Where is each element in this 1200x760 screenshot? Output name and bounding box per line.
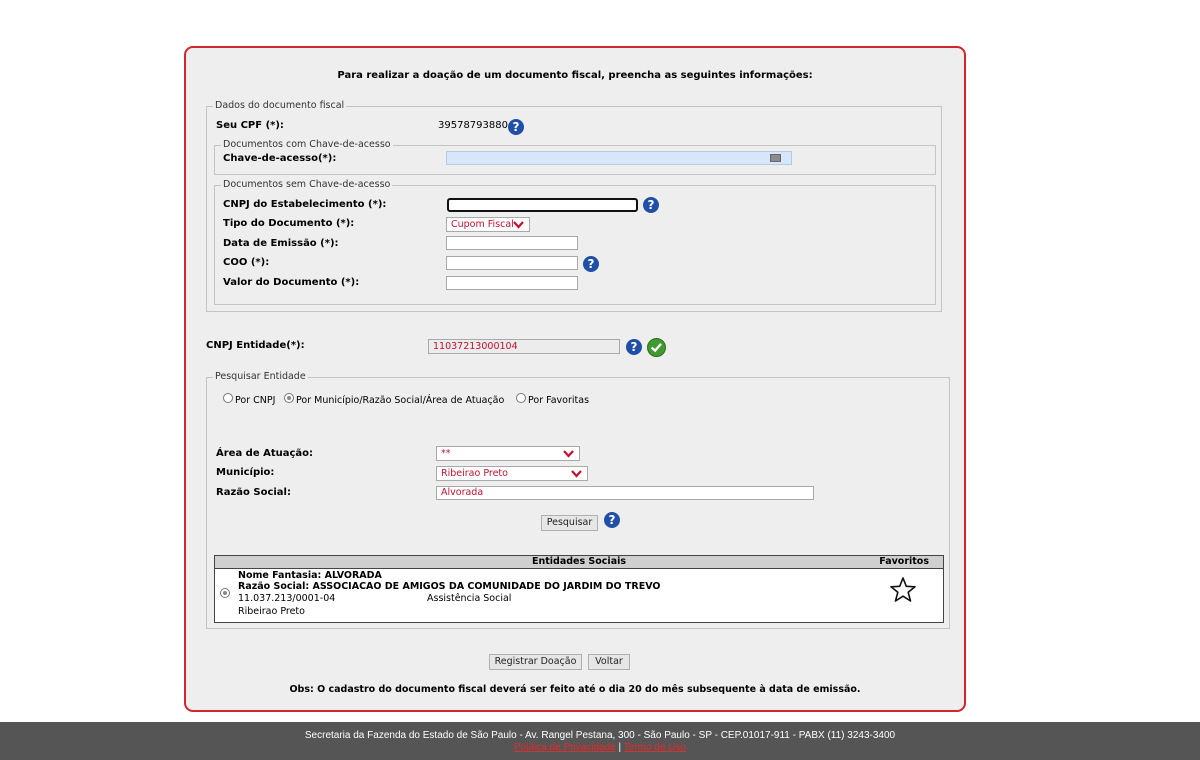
valor-documento-input[interactable]: [446, 276, 578, 290]
data-emissao-label: Data de Emissão (*):: [223, 238, 339, 249]
area-atuacao-label: Área de Atuação:: [216, 448, 314, 459]
pesquisar-entidade-legend: Pesquisar Entidade: [215, 371, 306, 382]
area-atuacao-value: **: [441, 448, 451, 459]
entity-municipio: Ribeirao Preto: [238, 606, 305, 617]
sem-chave-legend: Documentos sem Chave-de-acesso: [223, 179, 391, 190]
entity-cnpj: 11.037.213/0001-04: [238, 593, 336, 604]
municipio-select[interactable]: [436, 466, 588, 481]
municipio-value: Ribeirao Preto: [441, 468, 508, 479]
tipo-documento-select[interactable]: [446, 217, 530, 232]
cnpj-estabelecimento-label: CNPJ do Estabelecimento (*):: [223, 199, 387, 210]
privacy-policy-link[interactable]: Política de Privacidade: [514, 742, 616, 753]
footer-links: [0, 742, 1200, 753]
cnpj-estabelecimento-input[interactable]: [447, 198, 638, 212]
pesquisar-help-icon[interactable]: ?: [604, 512, 620, 528]
terms-of-use-link[interactable]: Termo de Uso: [623, 742, 686, 753]
registrar-doacao-button[interactable]: Registrar Doação: [489, 654, 582, 670]
footer-address: Secretaria da Fazenda do Estado de São Paulo - Av. Rangel Pestana, 300 - São Paulo - SP - CEP.01017-911 - PABX (11) 3243-3400: [304, 730, 896, 741]
radio-por-favoritas-label: Por Favoritas: [528, 395, 590, 406]
keyboard-icon[interactable]: [770, 154, 781, 162]
data-emissao-input[interactable]: [446, 236, 578, 250]
tipo-documento-value: Cupom Fiscal: [451, 219, 514, 230]
municipio-label: Município:: [216, 467, 275, 478]
entidades-table: [214, 555, 944, 623]
cpf-label: Seu CPF (*):: [216, 120, 284, 131]
radio-por-cnpj-label: Por CNPJ: [235, 395, 276, 406]
form-instruction: Para realizar a doação de um documento fiscal, preencha as seguintes informações:: [337, 70, 813, 81]
coo-label: COO (*):: [223, 257, 270, 268]
cnpj-entidade-label: CNPJ Entidade(*):: [206, 340, 305, 351]
razao-social: Razão Social: ASSOCIACAO DE AMIGOS DA COMUNIDADE DO JARDIM DO TREVO: [238, 581, 661, 592]
favoritos-header: Favoritos: [879, 556, 929, 567]
tipo-documento-label: Tipo do Documento (*):: [223, 218, 355, 229]
pesquisar-button[interactable]: Pesquisar: [541, 515, 598, 531]
footer-separator: |: [618, 742, 622, 753]
radio-por-cnpj[interactable]: [223, 393, 233, 403]
radio-por-municipio[interactable]: [284, 393, 294, 403]
chave-acesso-label: Chave-de-acesso(*):: [223, 153, 337, 164]
cnpj-entidade-input[interactable]: 11037213000104: [428, 339, 620, 354]
radio-por-favoritas[interactable]: [516, 393, 526, 403]
cnpj-estabelecimento-help-icon[interactable]: ?: [643, 197, 659, 213]
entity-area: Assistência Social: [427, 593, 512, 604]
cpf-value: 39578793880: [438, 120, 508, 131]
area-atuacao-select[interactable]: [436, 446, 580, 461]
entidades-table-header: [215, 556, 943, 569]
cpf-help-icon[interactable]: ?: [508, 119, 524, 135]
table-row[interactable]: [215, 569, 943, 622]
nome-fantasia: Nome Fantasia: ALVORADA: [238, 570, 382, 581]
chevron-down-icon: [563, 449, 574, 458]
coo-input[interactable]: [446, 256, 578, 270]
page-footer: [0, 722, 1200, 760]
chevron-down-icon: [571, 469, 582, 478]
chave-acesso-input[interactable]: [446, 151, 792, 165]
entidades-sociais-header: Entidades Sociais: [531, 556, 627, 567]
select-entity-radio[interactable]: [220, 588, 230, 598]
valor-documento-label: Valor do Documento (*):: [223, 277, 360, 288]
cnpj-entidade-help-icon[interactable]: ?: [626, 339, 642, 355]
donation-form-panel: [184, 46, 966, 712]
razao-social-label: Razão Social:: [216, 487, 291, 498]
voltar-button[interactable]: Voltar: [588, 654, 630, 670]
radio-por-municipio-label: Por Município/Razão Social/Área de Atuação: [296, 395, 505, 406]
com-chave-legend: Documentos com Chave-de-acesso: [223, 139, 391, 150]
check-icon: [647, 338, 666, 357]
chevron-down-icon: [513, 220, 524, 229]
coo-help-icon[interactable]: ?: [583, 256, 599, 272]
obs-note: Obs: O cadastro do documento fiscal deverá ser feito até o dia 20 do mês subsequente à data de emissão.: [289, 684, 861, 695]
razao-social-input[interactable]: Alvorada: [436, 486, 814, 500]
star-icon[interactable]: [889, 576, 917, 604]
dados-documento-legend: Dados do documento fiscal: [215, 100, 345, 111]
